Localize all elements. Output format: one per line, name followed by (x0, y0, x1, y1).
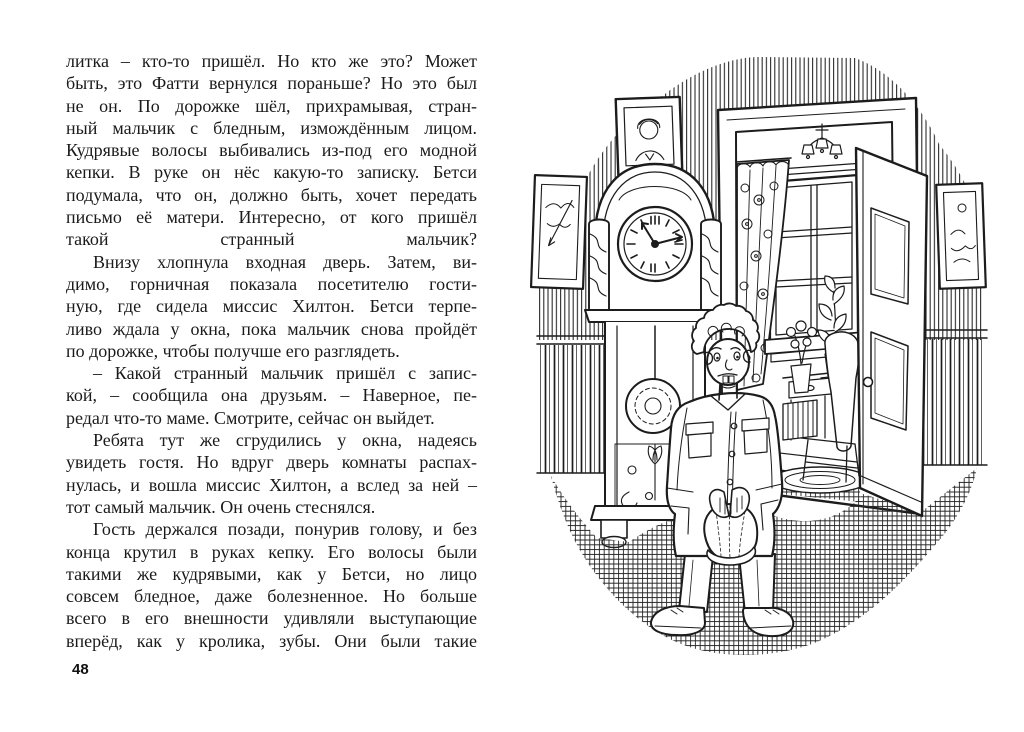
wainscot-right (919, 330, 987, 465)
open-door (856, 148, 927, 516)
left-wall-frame (531, 175, 587, 289)
room-illustration (525, 48, 1000, 663)
text-line: подумала, что он, должно быть, хочет передать (66, 184, 477, 205)
text-line: редал что-то маме. Смотрите, сейчас он выйдет. (66, 407, 435, 428)
text-line: литка – кто-то пришёл. Но кто же это? Может (66, 51, 477, 71)
text-line: Кудрявые волосы выбивались из-под его модной (66, 140, 477, 161)
text-line: быть, это Фатти вернулся пораньше? Но это был (66, 73, 477, 94)
text-line: ливо ждала у окна, пока мальчик снова пройдёт (66, 318, 477, 339)
text-line: вперёд, как у кролика, зубы. Они были такие (66, 630, 477, 651)
text-line: не он. По дорожке шёл, прихрамывая, стран- (66, 95, 477, 116)
text-line: конца крутил в руках кепку. Его волосы были (66, 541, 477, 562)
text-line: димо, горничная показала посетителю гости- (66, 273, 477, 294)
text-line: ную, где сидела миссис Хилтон. Бетси терпе- (66, 296, 477, 317)
text-line: нулась, и вошла миссис Хилтон, а вслед за ней – (66, 474, 477, 495)
text-line: письмо её матери. Интересно, от кого пришёл (66, 207, 477, 228)
text-line: такой странный мальчик? (66, 229, 477, 250)
room-illustration-svg (525, 48, 1000, 663)
radiator (783, 400, 817, 440)
text-line: совсем бледное, даже болезненное. Но больше (66, 586, 477, 607)
text-line: кепки. В руке он нёс какую-то записку. Бетси (66, 162, 477, 183)
rug (772, 467, 868, 493)
text-line: Ребята тут же сгрудились у окна, надеясь (93, 430, 477, 451)
text-column (66, 50, 477, 652)
text-line: всего в его внешности удивляли выступающие (66, 608, 477, 629)
text-line: кой, – сообщила она друзьям. – Наверное, пе- (66, 385, 477, 406)
text-line: увидеть гостя. Но вдруг дверь комнаты распах- (66, 452, 477, 473)
text-line: ный мальчик с бледным, измождённым лицом. (66, 117, 477, 138)
page-number: 48 (72, 661, 89, 678)
text-line: Гость держался позади, понурив голову, и без (93, 519, 477, 540)
right-wall-frame (936, 183, 986, 289)
text-line: по дорожке, чтобы получше его разглядеть. (66, 340, 400, 361)
text-line: Внизу хлопнула входная дверь. Затем, ви- (93, 251, 477, 272)
text-line: тот самый мальчик. Он очень стеснялся. (66, 496, 376, 517)
text-line: такими же кудрявыми, как у Бетси, но лицо (66, 563, 477, 584)
wainscot-left (537, 336, 609, 473)
text-line: – Какой странный мальчик пришёл с запис- (93, 363, 477, 384)
